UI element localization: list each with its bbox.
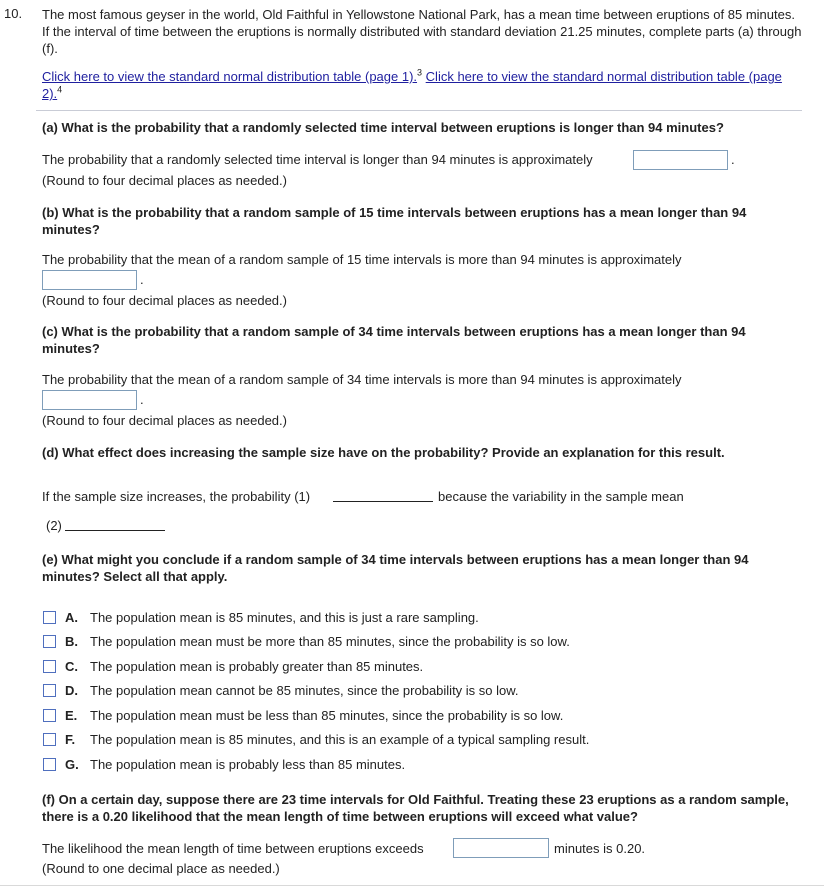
part-d-sentence-start — [42, 489, 310, 504]
option-letter: A. — [65, 610, 78, 625]
option-e[interactable] — [42, 708, 742, 726]
option-g-checkbox[interactable] — [43, 758, 56, 771]
part-d-blank1-dropdown[interactable] — [333, 501, 433, 502]
part-f-answer-lead: The likelihood the mean length of time between eruptions exceeds — [42, 841, 424, 856]
part-c-prompt: (c) What is the probability that a random sample of 34 time intervals between eruptions has a mean longer than 94 minutes? — [42, 324, 746, 356]
normal-table-page2-link[interactable]: Click here to view the standard normal distribution table (page 2). — [42, 69, 782, 101]
option-text: The population mean must be more than 85 minutes, since the probability is so low. — [90, 634, 570, 649]
part-c-period: . — [140, 392, 144, 407]
part-a-prompt: (a) What is the probability that a randomly selected time interval between eruptions is longer than 94 minutes? — [42, 120, 724, 135]
option-a[interactable] — [42, 610, 742, 628]
option-c[interactable] — [42, 659, 742, 677]
link1-footnote: 3 — [417, 67, 423, 78]
part-c-round-note: (Round to four decimal places as needed.) — [42, 413, 287, 428]
part-d-blank2-label: (2) — [46, 518, 62, 533]
part-e-prompt: (e) What might you conclude if a random sample of 34 time intervals between eruptions has a mean longer than 94 minutes? Select all that apply. — [42, 552, 749, 584]
part-f-answer-trail: minutes is 0.20. — [554, 841, 646, 856]
part-a-answer-lead: The probability that a randomly selected time interval is longer than 94 minutes is approximately — [42, 152, 593, 167]
option-letter: F. — [65, 732, 76, 747]
link2-footnote: 4 — [57, 84, 63, 95]
divider — [36, 110, 802, 111]
option-b[interactable] — [42, 634, 742, 652]
part-f-prompt: (f) On a certain day, suppose there are 23 time intervals for Old Faithful. Treating these 23 eruptions as a random sample, there is a 0.20 likelihood that the mean length of time between eruptions will exceed what value? — [42, 792, 789, 824]
question-number: 10. — [4, 6, 23, 21]
part-a-answer-input[interactable] — [633, 150, 728, 170]
part-a-period: . — [731, 152, 735, 167]
part-f-round-note: (Round to one decimal place as needed.) — [42, 861, 280, 876]
option-g[interactable] — [42, 757, 742, 775]
bottom-border — [0, 885, 824, 886]
option-text: The population mean is 85 minutes, and this is an example of a typical sampling result. — [90, 732, 590, 747]
option-text: The population mean cannot be 85 minutes, since the probability is so low. — [90, 683, 519, 698]
option-b-checkbox[interactable] — [43, 635, 56, 648]
option-text: The population mean is 85 minutes, and this is just a rare sampling. — [90, 610, 479, 625]
option-c-checkbox[interactable] — [43, 660, 56, 673]
option-d[interactable] — [42, 683, 742, 701]
option-f-checkbox[interactable] — [43, 733, 56, 746]
part-d-sentence-text: If the sample size increases, the probability — [42, 489, 291, 504]
option-e-checkbox[interactable] — [43, 709, 56, 722]
part-d-sentence-mid: because the variability in the sample mean — [438, 489, 684, 504]
option-text: The population mean must be less than 85 minutes, since the probability is so low. — [90, 708, 564, 723]
part-b-answer-lead: The probability that the mean of a random sample of 15 time intervals is more than 94 minutes is approximately — [42, 252, 682, 267]
table-links — [42, 68, 802, 102]
part-d-blank2-dropdown[interactable] — [65, 530, 165, 531]
part-b-round-note: (Round to four decimal places as needed.) — [42, 293, 287, 308]
part-c-answer-input[interactable] — [42, 390, 137, 410]
option-text: The population mean is probably less than 85 minutes. — [90, 757, 406, 772]
part-c-answer-lead: The probability that the mean of a random sample of 34 time intervals is more than 94 minutes is approximately — [42, 372, 682, 387]
normal-table-page1-link[interactable]: Click here to view the standard normal distribution table (page 1). — [42, 69, 418, 84]
part-d-prompt: (d) What effect does increasing the sample size have on the probability? Provide an explanation for this result. — [42, 445, 725, 460]
option-letter: B. — [65, 634, 78, 649]
part-a-round-note: (Round to four decimal places as needed.) — [42, 173, 287, 188]
question-stem: The most famous geyser in the world, Old Faithful in Yellowstone National Park, has a mean time between eruptions of 85 minutes. If the interval of time between the eruptions is normally distributed with standard deviation 21.25 minutes, complete parts (a) through (f). — [42, 7, 802, 56]
part-b-answer-input[interactable] — [42, 270, 137, 290]
option-letter: C. — [65, 659, 78, 674]
part-f-answer-input[interactable] — [453, 838, 549, 858]
option-a-checkbox[interactable] — [43, 611, 56, 624]
option-d-checkbox[interactable] — [43, 684, 56, 697]
part-d-blank1-label: (1) — [294, 489, 311, 504]
option-text: The population mean is probably greater than 85 minutes. — [90, 659, 424, 674]
option-letter: E. — [65, 708, 78, 723]
option-f[interactable] — [42, 732, 742, 750]
option-letter: D. — [65, 683, 78, 698]
part-b-prompt: (b) What is the probability that a random sample of 15 time intervals between eruptions has a mean longer than 94 minutes? — [42, 205, 747, 237]
part-b-period: . — [140, 272, 144, 287]
option-letter: G. — [65, 757, 79, 772]
